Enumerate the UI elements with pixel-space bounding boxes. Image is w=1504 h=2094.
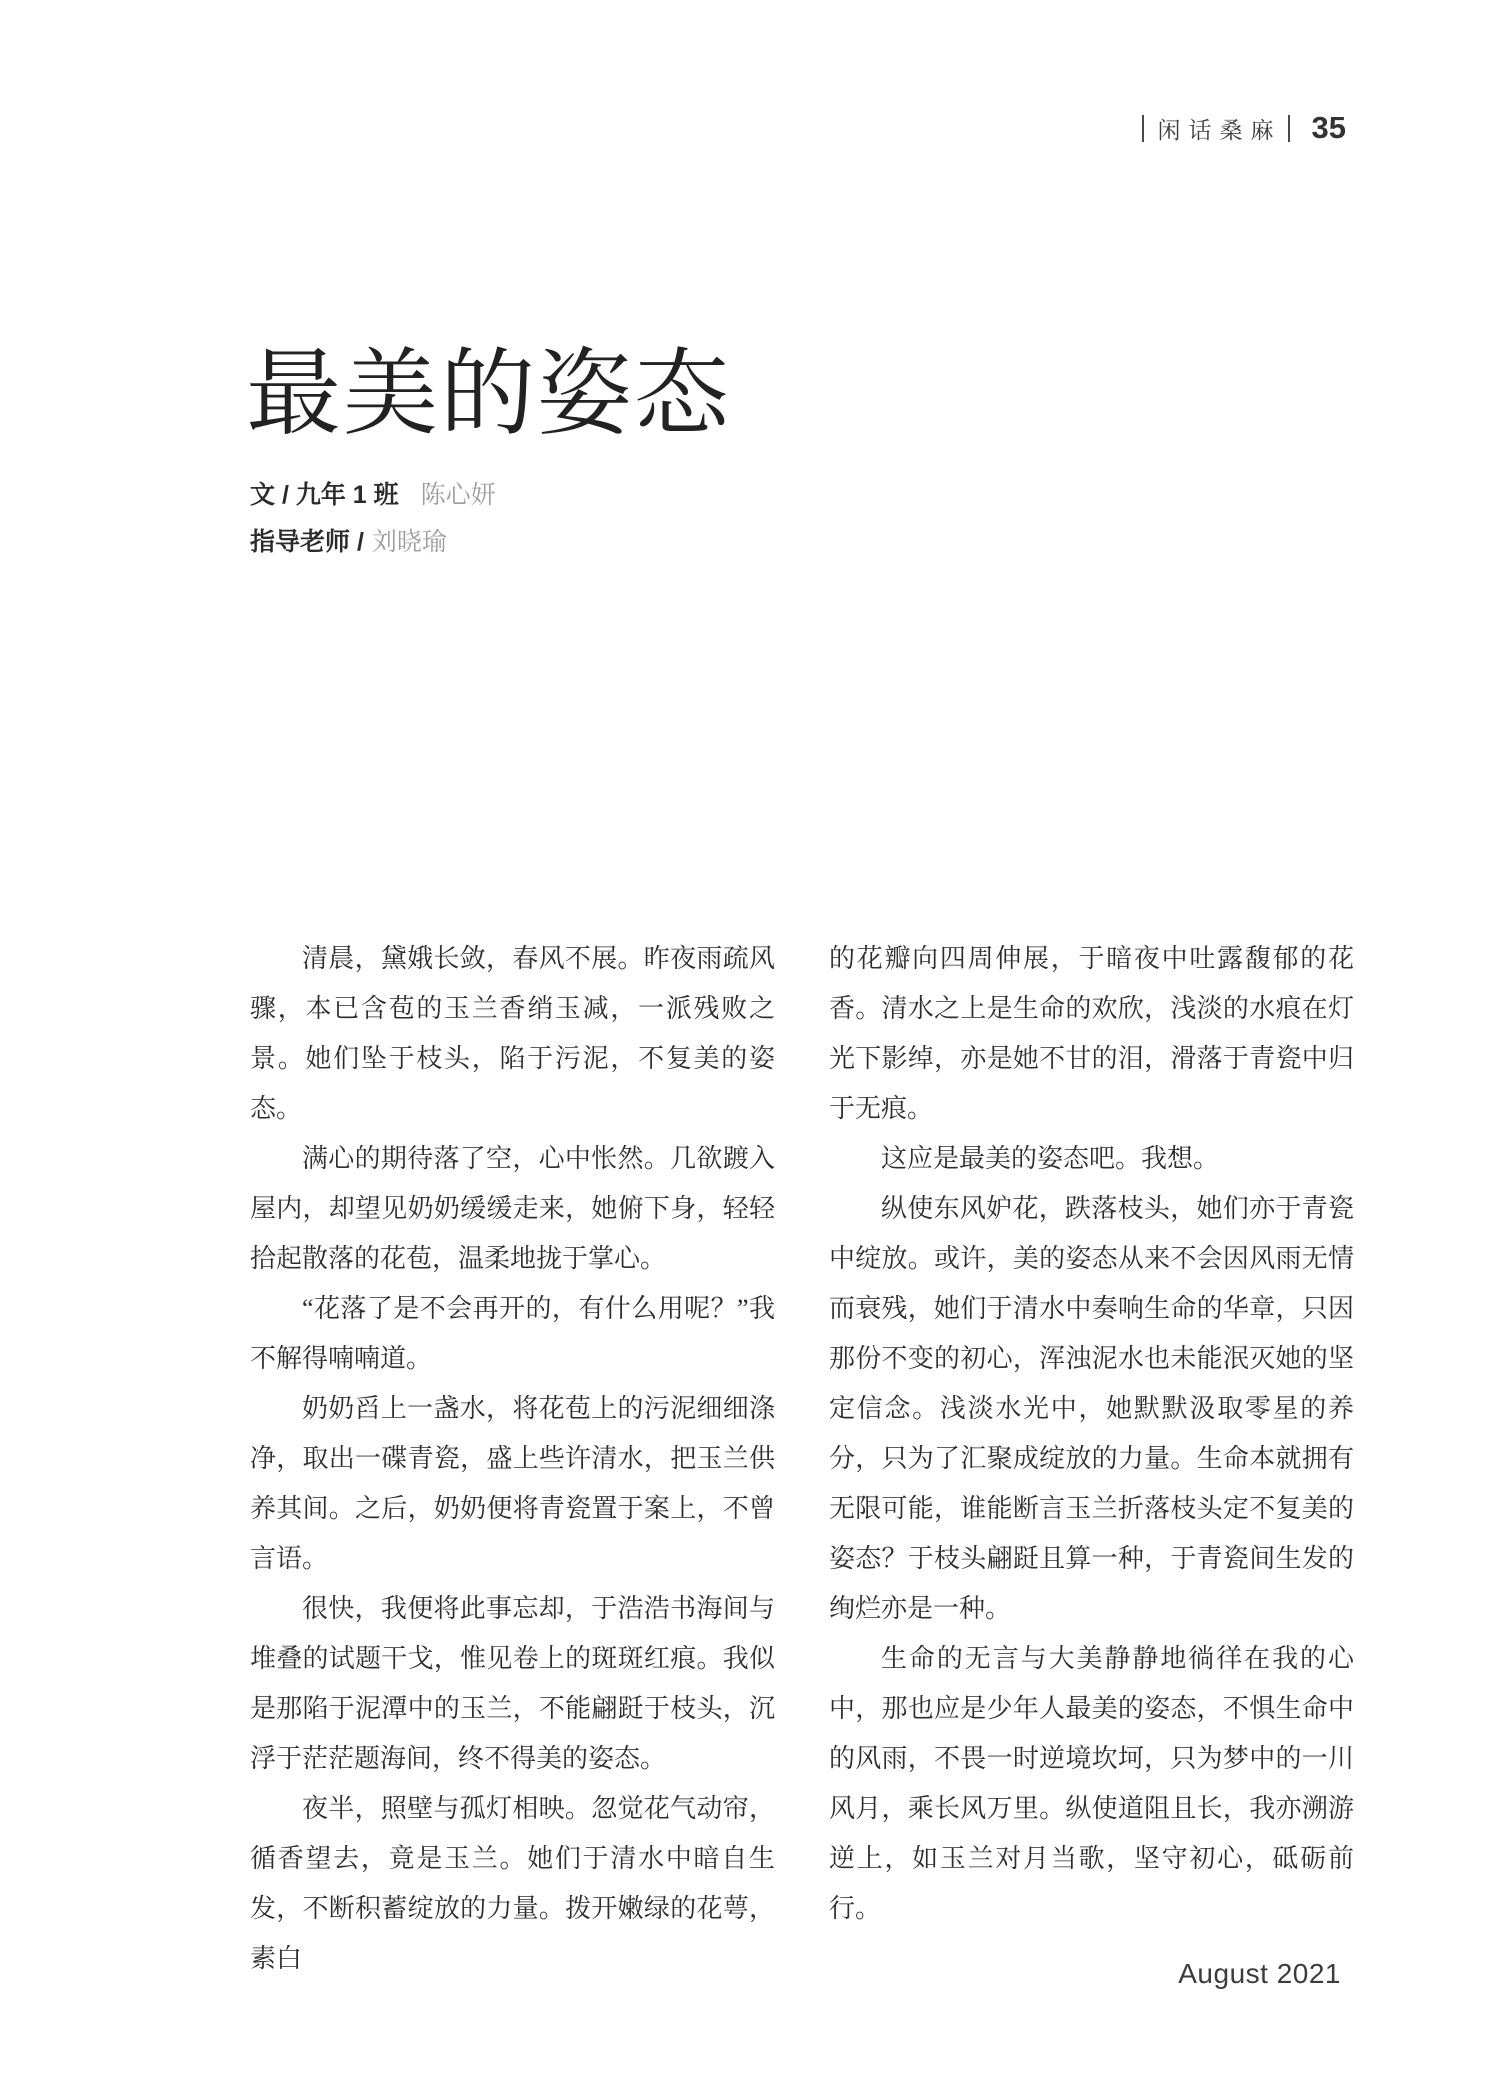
text-column-left: [250, 934, 775, 1984]
page-header: [1142, 110, 1346, 146]
article-body: [250, 934, 1354, 1984]
page-number: 35: [1311, 110, 1346, 145]
author-prefix: 文 / 九年 1 班: [250, 481, 399, 509]
author-name: 陈心妍: [420, 481, 496, 509]
paragraph: 这应是最美的姿态吧。我想。: [881, 1144, 1220, 1173]
paragraph: 满心的期待落了空，心中怅然。几欲踱入屋内，却望见奶奶缓缓走来，她俯下身，轻轻拾起散落的花苞，温柔地拢于掌心。: [250, 1144, 775, 1273]
header-divider-right: [1288, 115, 1290, 142]
paragraph: 奶奶舀上一盏水，将花苞上的污泥细细涤净，取出一碟青瓷，盛上些许清水，把玉兰供养其间。之后，奶奶便将青瓷置于案上，不曾言语。: [250, 1394, 775, 1573]
byline-author-line: [250, 472, 496, 519]
text-column-right: [829, 934, 1354, 1984]
header-divider-left: [1142, 115, 1144, 142]
paragraph: 夜半，照壁与孤灯相映。忽觉花气动帘，循香望去，竟是玉兰。她们于清水中暗自生发，不断积蓄绽放的力量。拨开嫩绿的花萼，素白: [250, 1794, 775, 1973]
paragraph: 清晨，黛娥长敛，春风不展。昨夜雨疏风骤，本已含苞的玉兰香绡玉减，一派残败之景。她们坠于枝头，陷于污泥，不复美的姿态。: [250, 944, 775, 1123]
paragraph: “花落了是不会再开的，有什么用呢？”我不解得喃喃道。: [250, 1294, 775, 1373]
footer-issue-date: August 2021: [1178, 1958, 1341, 1989]
section-label: 闲话桑麻: [1157, 116, 1282, 143]
byline: [250, 472, 496, 566]
paragraph: 的花瓣向四周伸展，于暗夜中吐露馥郁的花香。清水之上是生命的欢欣，浅淡的水痕在灯光下影绰，亦是她不甘的泪，滑落于青瓷中归于无痕。: [829, 944, 1354, 1123]
article-title: 最美的姿态: [246, 341, 732, 447]
byline-teacher-line: [250, 519, 496, 566]
paragraph: 生命的无言与大美静静地徜徉在我的心中，那也应是少年人最美的姿态，不惧生命中的风雨，不畏一时逆境坎坷，只为梦中的一川风月，乘长风万里。纵使道阻且长，我亦溯游逆上，如玉兰对月当歌，坚守初心，砥砺前行。: [829, 1644, 1354, 1923]
teacher-prefix: 指导老师 /: [250, 528, 364, 556]
teacher-name: 刘晓瑜: [371, 528, 447, 556]
paragraph: 很快，我便将此事忘却，于浩浩书海间与堆叠的试题干戈，惟见卷上的斑斑红痕。我似是那陷于泥潭中的玉兰，不能翩跹于枝头，沉浮于茫茫题海间，终不得美的姿态。: [250, 1594, 775, 1773]
paragraph: 纵使东风妒花，跌落枝头，她们亦于青瓷中绽放。或许，美的姿态从来不会因风雨无情而衰残，她们于清水中奏响生命的华章，只因那份不变的初心，浑浊泥水也未能泯灭她的坚定信念。浅淡水光中，她默默汲取零星的养分，只为了汇聚成绽放的力量。生命本就拥有无限可能，谁能断言玉兰折落枝头定不复美的姿态？于枝头翩跹且算一种，于青瓷间生发的绚烂亦是一种。: [829, 1194, 1354, 1623]
